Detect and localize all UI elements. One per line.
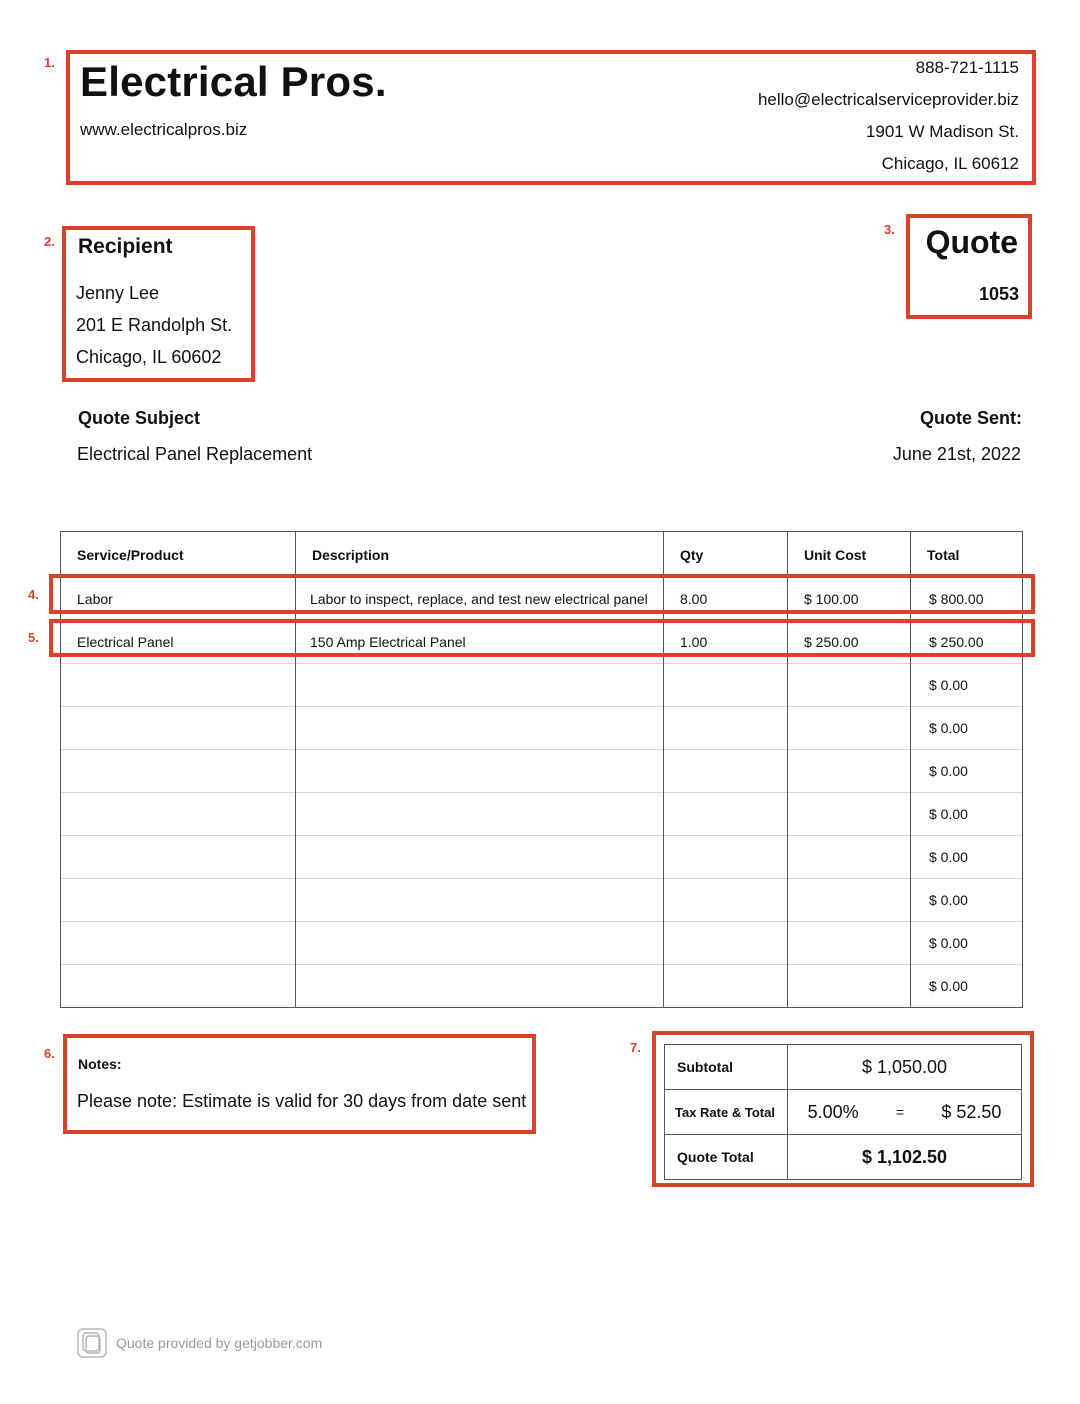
subtotal-value: $ 1,050.00 — [788, 1045, 1022, 1090]
footer — [77, 1328, 322, 1358]
cell-service — [61, 793, 296, 836]
cell-service — [61, 836, 296, 879]
company-street: 1901 W Madison St. — [865, 122, 1019, 141]
totals-table — [664, 1044, 1022, 1180]
annotation-box-notes — [63, 1034, 536, 1134]
table-row — [61, 922, 1023, 965]
cell-unit-cost — [788, 836, 911, 879]
cell-unit-cost: $ 100.00 — [788, 578, 911, 621]
annotation-marker-4: 4. — [28, 587, 39, 602]
annotation-marker-5: 5. — [28, 630, 39, 645]
cell-qty — [664, 664, 788, 707]
notes-text: Please note: Estimate is valid for 30 days from date sent — [77, 1091, 527, 1111]
recipient-name: Jenny Lee — [76, 283, 160, 303]
cell-total: $ 0.00 — [911, 664, 1023, 707]
tax-label: Tax Rate & Total — [665, 1090, 788, 1135]
annotation-box-labor-row — [49, 574, 1035, 614]
cell-unit-cost — [788, 750, 911, 793]
cell-qty — [664, 836, 788, 879]
cell-total: $ 0.00 — [911, 707, 1023, 750]
quote-number: 1053 — [978, 284, 1019, 304]
column-header-unit-cost: Unit Cost — [788, 532, 911, 578]
cell-description — [296, 965, 664, 1008]
cell-description — [296, 836, 664, 879]
annotation-marker-7: 7. — [630, 1040, 641, 1055]
quote-total-label: Quote Total — [665, 1135, 788, 1180]
company-website[interactable]: www.electricalpros.biz — [80, 120, 248, 139]
tax-cell — [788, 1090, 1022, 1135]
cell-service: Electrical Panel — [61, 621, 296, 664]
cell-service: Labor — [61, 578, 296, 621]
table-row — [61, 750, 1023, 793]
subtotal-label: Subtotal — [665, 1045, 788, 1090]
table-row — [61, 965, 1023, 1008]
cell-qty — [664, 965, 788, 1008]
annotation-marker-2: 2. — [44, 234, 55, 249]
cell-service — [61, 750, 296, 793]
cell-service — [61, 922, 296, 965]
company-email[interactable]: hello@electricalserviceprovider.biz — [757, 90, 1019, 109]
quote-sent-date: June 21st, 2022 — [892, 444, 1021, 464]
equals-sign: = — [895, 1104, 905, 1120]
cell-total: $ 0.00 — [911, 965, 1023, 1008]
recipient-street: 201 E Randolph St. — [76, 315, 233, 335]
cell-qty — [664, 750, 788, 793]
column-header-service: Service/Product — [61, 532, 296, 578]
footer-text[interactable]: Quote provided by getjobber.com — [116, 1335, 323, 1351]
annotation-marker-6: 6. — [44, 1046, 55, 1061]
company-city: Chicago, IL 60612 — [881, 154, 1019, 173]
quote-title: Quote — [925, 224, 1018, 260]
company-name: Electrical Pros. — [80, 58, 387, 105]
company-phone[interactable]: 888-721-1115 — [915, 58, 1019, 77]
cell-service — [61, 664, 296, 707]
cell-description — [296, 922, 664, 965]
cell-description — [296, 879, 664, 922]
cell-unit-cost — [788, 965, 911, 1008]
cell-total: $ 0.00 — [911, 836, 1023, 879]
cell-service — [61, 879, 296, 922]
cell-total: $ 250.00 — [911, 621, 1023, 664]
cell-unit-cost — [788, 707, 911, 750]
cell-description — [296, 750, 664, 793]
cell-total: $ 0.00 — [911, 922, 1023, 965]
cell-description: 150 Amp Electrical Panel — [296, 621, 664, 664]
cell-unit-cost — [788, 664, 911, 707]
cell-unit-cost — [788, 793, 911, 836]
cell-qty — [664, 793, 788, 836]
notes-label: Notes: — [78, 1056, 122, 1072]
cell-qty: 1.00 — [664, 621, 788, 664]
tax-rate: 5.00% — [807, 1101, 859, 1122]
cell-unit-cost — [788, 922, 911, 965]
cell-description — [296, 664, 664, 707]
cell-service — [61, 707, 296, 750]
quote-sent-label: Quote Sent: — [920, 408, 1022, 428]
cell-description — [296, 793, 664, 836]
cell-total: $ 800.00 — [911, 578, 1023, 621]
tax-total: $ 52.50 — [941, 1101, 1002, 1122]
cell-total: $ 0.00 — [911, 793, 1023, 836]
table-row — [61, 707, 1023, 750]
column-header-total: Total — [911, 532, 1023, 578]
table-row — [61, 664, 1023, 707]
table-header-row — [61, 532, 1023, 578]
cell-service — [61, 965, 296, 1008]
quote-subject-label: Quote Subject — [78, 408, 201, 428]
cell-unit-cost: $ 250.00 — [788, 621, 911, 664]
cell-qty — [664, 879, 788, 922]
cell-unit-cost — [788, 879, 911, 922]
cell-qty — [664, 707, 788, 750]
cell-description — [296, 707, 664, 750]
recipient-city: Chicago, IL 60602 — [76, 347, 222, 367]
tax-row — [665, 1090, 1022, 1135]
quote-subject: Electrical Panel Replacement — [77, 444, 313, 464]
column-header-description: Description — [296, 532, 664, 578]
annotation-marker-1: 1. — [44, 55, 55, 70]
cell-total: $ 0.00 — [911, 750, 1023, 793]
subtotal-row — [665, 1045, 1022, 1090]
recipient-heading: Recipient — [78, 235, 173, 258]
quote-total-row — [665, 1135, 1022, 1180]
annotation-box-panel-row — [49, 619, 1035, 657]
annotation-marker-3: 3. — [884, 222, 895, 237]
table-row — [61, 879, 1023, 922]
cell-total: $ 0.00 — [911, 879, 1023, 922]
cell-qty — [664, 922, 788, 965]
quote-total-value: $ 1,102.50 — [788, 1135, 1022, 1180]
cell-description: Labor to inspect, replace, and test new electrical panel — [296, 578, 664, 621]
cell-qty: 8.00 — [664, 578, 788, 621]
table-row — [61, 793, 1023, 836]
jobber-logo-icon — [77, 1328, 107, 1358]
table-row — [61, 836, 1023, 879]
column-header-qty: Qty — [664, 532, 788, 578]
